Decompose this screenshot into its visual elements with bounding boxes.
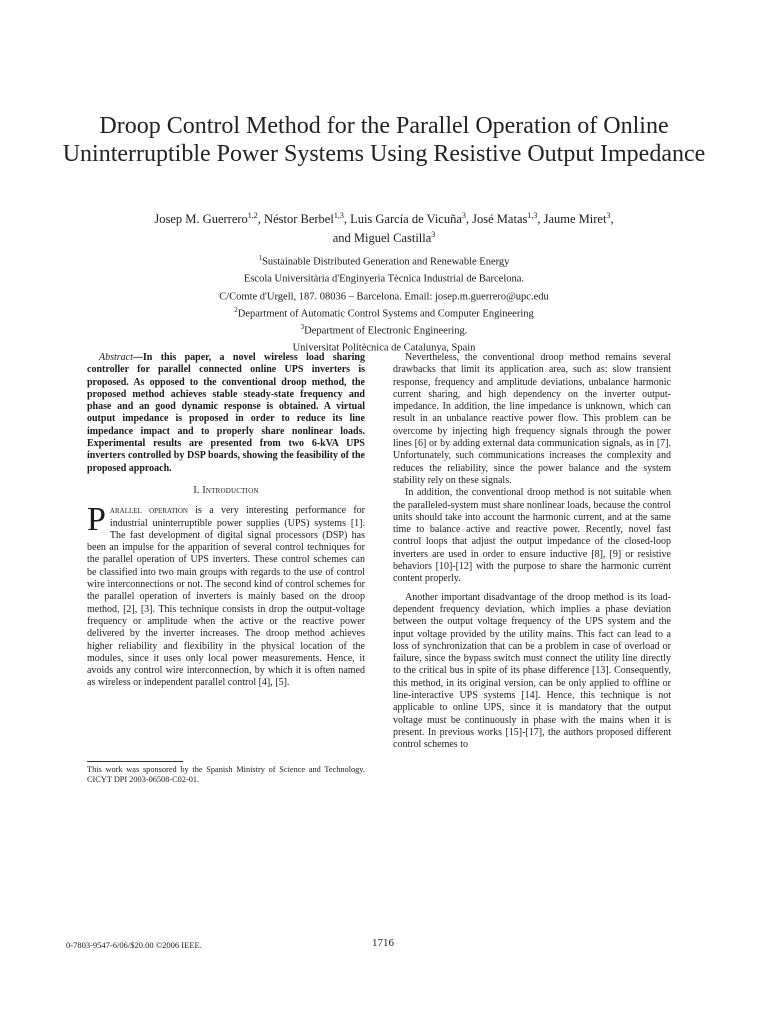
author: and Miguel Castilla$^3$ — [332, 230, 436, 246]
author-list — [80, 208, 688, 246]
author: Josep M. Guerrero$^{1,2}$, — [154, 211, 265, 227]
copyright-notice: 0-7803-9547-6/06/$20.00 ©2006 IEEE. — [66, 940, 202, 950]
affiliations — [120, 252, 648, 356]
footnote: This work was sponsored by the Spanish Ministry of Science and Technology. CICYT DPI 2003-06508-C02-01. — [87, 765, 365, 784]
left-column — [87, 352, 365, 690]
paper-title: Droop Control Method for the Parallel Operation of Online Uninterruptible Power Systems Using Resistive Output Impedance — [62, 113, 706, 167]
affiliation-line: Universitat Politècnica de Catalunya, Spain — [292, 342, 476, 354]
affiliation-line: $^3$Department of Electronic Engineering. — [300, 323, 468, 337]
author: José Matas$^{1,3}$, — [472, 211, 544, 227]
affiliation-line: Escola Universitària d'Enginyeria Tècnica Industrial de Barcelona. — [243, 273, 525, 285]
body-paragraph: Nevertheless, the conventional droop method remains several drawbacks that limit its application area, such as: slow transient response, frequency and amplitude deviations, unbalance harmonic current sharing, and high dependency on the inverter output-impedance. In addition, the line impedance is unknown, which can result in an unbalance reactive power flow. This problem can be overcome by injecting high frequency signals through the power lines [6] or by adding external data communication signals, as in [7]. Unfortunately, such communications increases the complexity and reduces the reliability, since the power balance and the system stability rely on these signals. — [393, 352, 671, 486]
drop-cap: P — [87, 501, 106, 539]
section-heading: I. Introduction — [193, 484, 259, 496]
body-paragraph: In addition, the conventional droop method is not suitable when the paralleled-system must share nonlinear loads, because the control units should take into account the harmonic current, and at the same time to balance active and reactive power. Recently, novel fast control loops that adjust the output impedance of the closed-loop inverters are used in order to ensure inductive [8], [9] or resistive behaviors [10]-[12] with the purpose to share the harmonic current content properly. — [393, 487, 671, 585]
author: Luis García de Vicuña$^3$, — [350, 211, 473, 227]
intro-paragraph: Parallel operation is a very interesting performance for industrial uninterruptible power supplies (UPS) systems [1]. The fast development of digital signal processors (DSP) has been an impulse for the apparition of several control techniques for the parallel operation of UPS inverters. These control schemes can be classified into two main groups with regards to the use of control wire interconnections or not. The second kind of control schemes for the parallel operation of inverters is mainly based on the droop method, [2], [3]. This technique consists in drop the output-voltage frequency or amplitude when the active or the reactive power delivered by the inverter increases. The droop method achieves higher reliability and flexibility in the physical location of the modules, since it uses only local power measurements. Hence, it avoids any control wire interconnection, by which it is often named as wireless or independent parallel control [4], [5]. — [87, 501, 365, 689]
footnote-rule — [87, 761, 183, 762]
author: Néstor Berbel$^{1,3}$, — [264, 211, 351, 227]
affiliation-line: C/Comte d'Urgell, 187. 08036 – Barcelona. Email: josep.m.guerrero@upc.edu — [219, 291, 549, 303]
right-column — [393, 352, 671, 752]
author: Jaume Miret$^3$, — [543, 211, 614, 227]
body-paragraph: Another important disadvantage of the droop method is its load-dependent frequency deviation, which implies a phase deviation between the output voltage frequency of the UPS system and the input voltage provided by the utility mains. This fact can lead to a loss of synchronization that can be a problem in case of overload or failure, since the bypass switch must connect the utility line directly to the critical bus in spite of its phase difference [13]. Consequently, this method, in its original version, can be only applied to offline or line-interactive UPS systems [14]. Hence, this technique is not applicable to online UPS, since it is mandatory that the output voltage must be continuously in phase with the mains when it is present. In previous works [15]-[17], the authors proposed different control schemes to — [393, 591, 671, 751]
affiliation-line: $^1$Sustainable Distributed Generation and Renewable Energy — [258, 254, 510, 268]
affiliation-line: $^2$Department of Automatic Control Systems and Computer Engineering — [234, 305, 534, 320]
page-number: 1716 — [372, 937, 394, 949]
abstract: Abstract—In this paper, a novel wireless load sharing controller for parallel connected online UPS inverters is proposed. As opposed to the conventional droop method, the proposed method achieves stable steady-state frequency and phase and an good dynamic response is obtained. A virtual output impedance is proposed in order to reduce its line impedance impact and to properly share nonlinear loads. Experimental results are presented from two 6-kVA UPS inverters controlled by DSP boards, showing the feasibility of the proposed approach. — [87, 352, 365, 474]
